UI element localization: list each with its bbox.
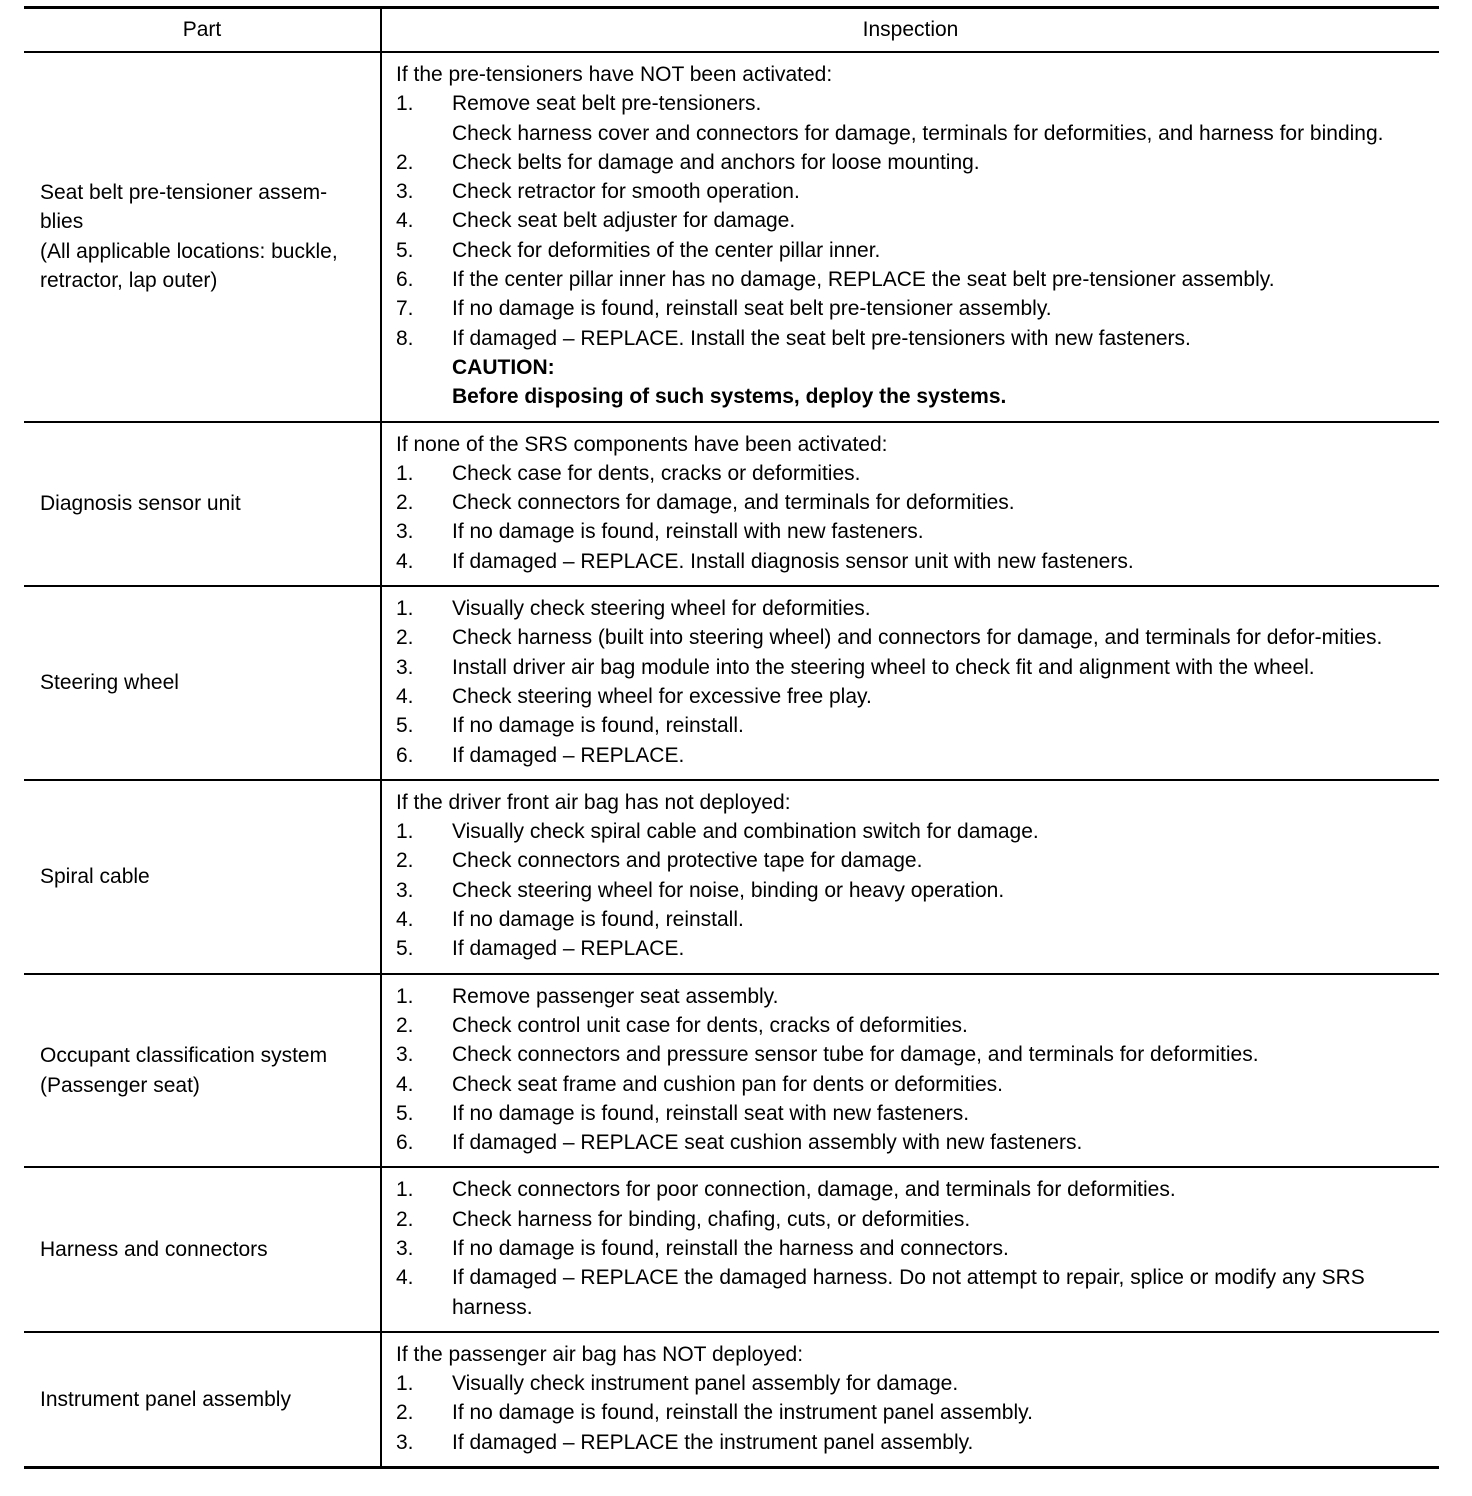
step-text: Check steering wheel for noise, binding or heavy operation. [452,878,1005,902]
step-number: 4. [396,549,414,573]
part-column-header: Part [24,8,381,53]
step-number: 3. [396,180,414,204]
inspection-step [396,846,1429,875]
step-text: If damaged – REPLACE. [452,937,685,961]
step-text: If damaged – REPLACE. Install diagnosis sensor unit with new fasteners. [452,549,1134,573]
inspection-step [396,1070,1429,1099]
step-number: 4. [396,684,414,708]
table-row [24,974,1439,1168]
step-text: Visually check spiral cable and combination switch for damage. [452,820,1039,844]
inspection-step [396,1428,1429,1457]
inspection-step [396,177,1429,206]
step-text: Check connectors and pressure sensor tube for damage, and terminals for deformities. [452,1043,1259,1067]
caution-text: Before disposing of such systems, deploy the systems. [452,385,1007,409]
part-name-line: Seat belt pre-tensioner assem- [40,181,328,205]
step-text: If the center pillar inner has no damage, REPLACE the seat belt pre-tensioner assembly. [452,268,1275,292]
step-number: 6. [396,743,414,767]
caution-label: CAUTION: [452,355,555,379]
step-number: 4. [396,1266,414,1290]
part-name-line: Steering wheel [40,671,179,695]
step-text: If damaged – REPLACE the instrument panel assembly. [452,1430,974,1454]
step-text: If damaged – REPLACE. Install the seat belt pre-tensioners with new fasteners. [452,326,1191,350]
step-text: If no damage is found, reinstall. [452,714,744,738]
step-number: 4. [396,1072,414,1096]
step-number: 7. [396,297,414,321]
step-text: Visually check steering wheel for deformities. [452,597,871,621]
inspection-step [396,324,1429,353]
step-number: 1. [396,1178,414,1202]
step-number: 8. [396,326,414,350]
step-number: 1. [396,92,414,116]
inspection-table [24,6,1439,1469]
step-number: 5. [396,1101,414,1125]
inspection-step [396,1369,1429,1398]
step-number: 4. [396,209,414,233]
inspection-cell [381,974,1439,1168]
step-text: Check harness (built into steering wheel) and connectors for damage, and terminals for defor-mities. [452,626,1383,650]
inspection-step [396,711,1429,740]
step-text: Check steering wheel for excessive free play. [452,684,872,708]
step-number: 2. [396,491,414,515]
part-name-line: Spiral cable [40,865,150,889]
inspection-step [396,488,1429,517]
step-text: Check retractor for smooth operation. [452,180,800,204]
inspection-step [396,594,1429,623]
inspection-step [396,547,1429,576]
inspection-condition: If none of the SRS components have been activated: [396,432,888,456]
inspection-step [396,653,1429,682]
step-number: 3. [396,878,414,902]
inspection-cell [381,52,1439,422]
step-number: 2. [396,1013,414,1037]
inspection-rows [24,52,1439,1468]
inspection-cell [381,1332,1439,1468]
inspection-step [396,817,1429,846]
inspection-step [396,206,1429,235]
inspection-step [396,682,1429,711]
part-name-line: Instrument panel assembly [40,1387,291,1411]
inspection-step [396,459,1429,488]
inspection-step [396,1398,1429,1427]
part-name-line: retractor, lap outer) [40,269,218,293]
inspection-step [396,623,1429,652]
inspection-step [396,89,1429,118]
step-text: If no damage is found, reinstall the instrument panel assembly. [452,1401,1033,1425]
step-number: 4. [396,908,414,932]
step-text: Check seat belt adjuster for damage. [452,209,796,233]
step-text: Check connectors for damage, and terminals for deformities. [452,491,1015,515]
inspection-step [396,1099,1429,1128]
step-number: 5. [396,937,414,961]
step-number: 2. [396,150,414,174]
inspection-step [396,1011,1429,1040]
step-number: 3. [396,520,414,544]
inspection-step [396,236,1429,265]
inspection-step [396,741,1429,770]
step-number: 3. [396,1236,414,1260]
step-number: 6. [396,1131,414,1155]
inspection-step [396,905,1429,934]
table-row [24,586,1439,780]
step-number: 2. [396,1207,414,1231]
step-text: If no damage is found, reinstall with new fasteners. [452,520,924,544]
step-number: 1. [396,461,414,485]
step-text: Install driver air bag module into the steering wheel to check fit and alignment with the wheel. [452,655,1315,679]
step-number: 3. [396,1043,414,1067]
part-cell [24,1167,381,1331]
step-text: Remove passenger seat assembly. [452,984,779,1008]
inspection-step [396,294,1429,323]
inspection-step [396,517,1429,546]
table-row [24,422,1439,586]
step-text: Check harness for binding, chafing, cuts, or deformities. [452,1207,971,1231]
table-row [24,780,1439,974]
inspection-condition: If the pre-tensioners have NOT been activated: [396,63,833,86]
step-text: If damaged – REPLACE the damaged harness. Do not attempt to repair, splice or modify any SRS harness. [452,1266,1365,1319]
part-name-line: Diagnosis sensor unit [40,492,241,516]
step-text: If no damage is found, reinstall seat with new fasteners. [452,1101,970,1125]
step-number: 3. [396,1430,414,1454]
inspection-step [396,1175,1429,1204]
step-number: 1. [396,597,414,621]
part-name-line: (All applicable locations: buckle, [40,239,338,263]
step-text: If no damage is found, reinstall the harness and connectors. [452,1236,1009,1260]
inspection-document [24,6,1439,1469]
table-row [24,1167,1439,1331]
step-number: 2. [396,1401,414,1425]
step-number: 2. [396,849,414,873]
step-text: Check connectors and protective tape for damage. [452,849,923,873]
part-cell [24,974,381,1168]
part-name-line: blies [40,210,84,234]
step-text: If no damage is found, reinstall seat belt pre-tensioner assembly. [452,297,1052,321]
step-text: Check connectors for poor connection, damage, and terminals for deformities. [452,1178,1176,1202]
step-text: Check case for dents, cracks or deformities. [452,461,861,485]
part-name-line: Occupant classification system [40,1044,328,1068]
step-text: Visually check instrument panel assembly for damage. [452,1372,959,1396]
inspection-step [396,1234,1429,1263]
table-header-row [24,8,1439,53]
step-number: 2. [396,626,414,650]
inspection-cell [381,422,1439,586]
inspection-step [396,265,1429,294]
inspection-step [396,982,1429,1011]
part-cell [24,52,381,422]
inspection-step [396,1205,1429,1234]
step-text: Check control unit case for dents, cracks of deformities. [452,1013,968,1037]
inspection-condition: If the passenger air bag has NOT deployed: [396,1342,804,1366]
part-cell [24,780,381,974]
step-text: Check belts for damage and anchors for loose mounting. [452,150,980,174]
step-number: 3. [396,655,414,679]
table-row [24,52,1439,422]
inspection-condition: If the driver front air bag has not deployed: [396,790,791,814]
step-text: If damaged – REPLACE. [452,743,685,767]
inspection-cell [381,586,1439,780]
step-number: 1. [396,984,414,1008]
inspection-step [396,876,1429,905]
step-number: 5. [396,714,414,738]
inspection-step [396,148,1429,177]
step-text: If damaged – REPLACE seat cushion assembly with new fasteners. [452,1131,1083,1155]
part-cell [24,1332,381,1468]
inspection-cell [381,780,1439,974]
part-name-line: (Passenger seat) [40,1073,200,1097]
step-continuation: Check harness cover and connectors for damage, terminals for deformities, and harness for binding. [452,121,1384,145]
table-row [24,1332,1439,1468]
inspection-step [396,1128,1429,1157]
step-text: Check for deformities of the center pillar inner. [452,238,881,262]
inspection-step [396,1040,1429,1069]
step-text: If no damage is found, reinstall. [452,908,744,932]
part-name-line: Harness and connectors [40,1237,268,1261]
inspection-column-header: Inspection [381,8,1439,53]
step-number: 1. [396,820,414,844]
part-cell [24,422,381,586]
step-number: 5. [396,238,414,262]
step-text: Check seat frame and cushion pan for dents or deformities. [452,1072,1003,1096]
part-cell [24,586,381,780]
inspection-step [396,934,1429,963]
inspection-step [396,1263,1429,1322]
step-number: 1. [396,1372,414,1396]
step-number: 6. [396,268,414,292]
inspection-cell [381,1167,1439,1331]
step-text: Remove seat belt pre-tensioners. [452,92,762,116]
